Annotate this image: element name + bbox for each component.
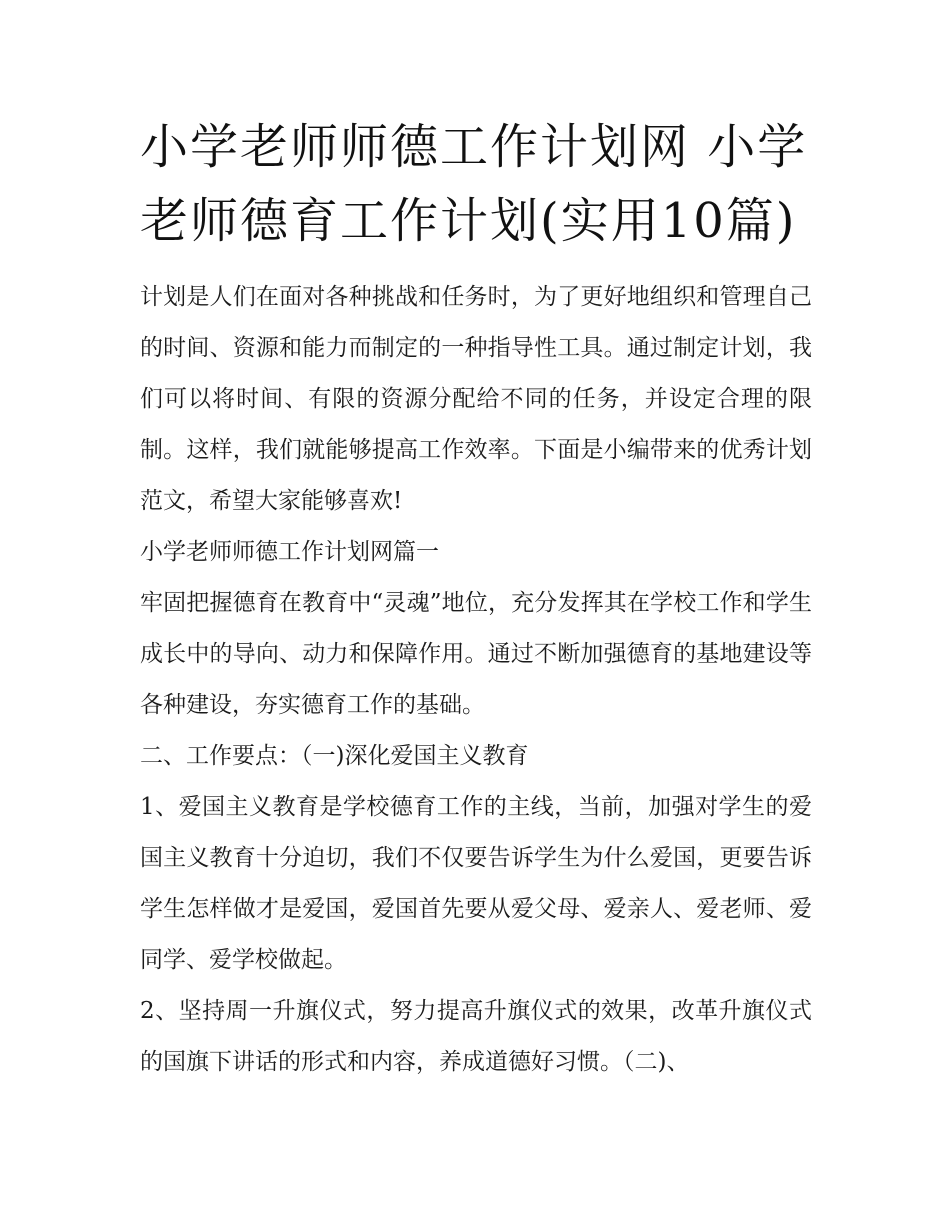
intro-paragraph: 计划是人们在面对各种挑战和任务时，为了更好地组织和管理自己的时间、资源和能力而制定的一种指导性工具。通过制定计划，我们可以将时间、有限的资源分配给不同的任务，并设定合理的限制。这样，我们就能够提高工作效率。下面是小编带来的优秀计划范文，希望大家能够喜欢! xyxy=(140,284,812,514)
body-paragraph: 牢固把握德育在教育中“灵魂”地位，充分发挥其在学校工作和学生成长中的导向、动力和保障作用。通过不断加强德育的基地建设等各种建设，夯实德育工作的基础。 xyxy=(140,590,812,718)
list-item-1: 1、爱国主义教育是学校德育工作的主线，当前，加强对学生的爱国主义教育十分迫切，我们不仅要告诉学生为什么爱国，更要告诉学生怎样做才是爱国，爱国首先要从爱父母、爱亲人、爱老师、爱同学、爱学校做起。 xyxy=(140,794,812,973)
section-heading: 小学老师师德工作计划网篇一 xyxy=(140,539,439,565)
work-points-heading: 二、工作要点：（一)深化爱国主义教育 xyxy=(140,743,529,769)
document-body xyxy=(140,110,812,1088)
document-title: 小学老师师德工作计划网 小学老师德育工作计划(实用10篇) xyxy=(140,119,808,249)
list-item-2: 2、坚持周一升旗仪式，努力提高升旗仪式的效果，改革升旗仪式的国旗下讲话的形式和内容，养成道德好习惯。（二)、 xyxy=(140,998,812,1075)
